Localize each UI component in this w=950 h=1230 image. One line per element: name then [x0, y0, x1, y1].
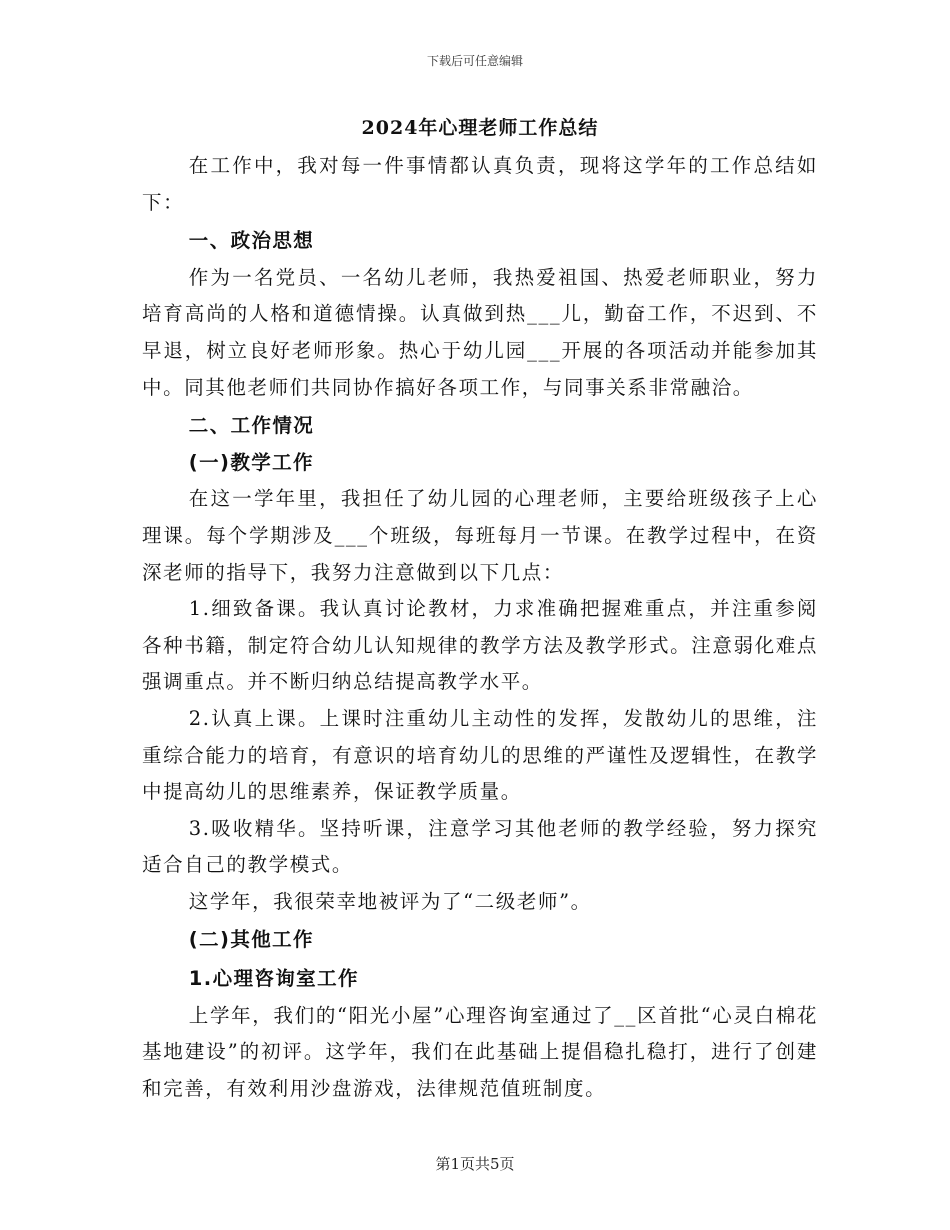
page-header-note: 下载后可任意编辑: [426, 54, 523, 68]
item-heading-counseling: 1.心理咨询室工作: [188, 967, 359, 991]
subsection-heading-other: (二)其他工作: [188, 928, 314, 952]
teaching-item-1: 1.细致备课。我认真讨论教材，力求准确把握难重点，并注重参阅各种书籍，制定符合幼儿认知规律的教学方法及教学形式。注意弱化难点强调重点。并不断归纳总结提高教学水平。: [142, 597, 818, 694]
intro-paragraph: 在工作中，我对每一件事情都认真负责，现将这学年的工作总结如下：: [142, 154, 818, 214]
document-title: 2024年心理老师工作总结: [361, 117, 599, 139]
teaching-item-3: 3.吸收精华。坚持听课，注意学习其他老师的教学经验，努力探究适合自己的教学模式。: [142, 816, 818, 877]
section-heading-work: 二、工作情况: [188, 414, 315, 438]
counseling-paragraph: 上学年，我们的“阳光小屋”心理咨询室通过了__区首批“心灵白棉花基地建设”的初评。这学年，我们在此基础上提倡稳扎稳打，进行了创建和完善，有效利用沙盘游戏，法律规范值班制度。: [142, 1003, 818, 1100]
teaching-item-2: 2.认真上课。上课时注重幼儿主动性的发挥，发散幼儿的思维，注重综合能力的培育，有意识的培育幼儿的思维的严谨性及逻辑性，在教学中提高幼儿的思维素养，保证教学质量。: [142, 706, 818, 804]
page-number: 第1页共5页: [435, 1155, 515, 1173]
document-body: [142, 112, 818, 1107]
subsection-heading-teaching: (一)教学工作: [188, 450, 314, 474]
teaching-intro-paragraph: 在这一学年里，我担任了幼儿园的心理老师，主要给班级孩子上心理课。每个学期涉及___个班级，每班每月一节课。在教学过程中，在资深老师的指导下，我努力注意做到以下几点：: [142, 487, 818, 584]
political-paragraph: 作为一名党员、一名幼儿老师，我热爱祖国、热爱老师职业，努力培育高尚的人格和道德情操。认真做到热___儿，勤奋工作，不迟到、不早退，树立良好老师形象。热心于幼儿园___开展的各项活动并能参加其中。同其他老师们共同协作搞好各项工作，与同事关系非常融洽。: [142, 265, 818, 399]
section-heading-political: 一、政治思想: [188, 229, 315, 253]
honor-paragraph: 这学年，我很荣幸地被评为了“二级老师”。: [188, 889, 592, 913]
